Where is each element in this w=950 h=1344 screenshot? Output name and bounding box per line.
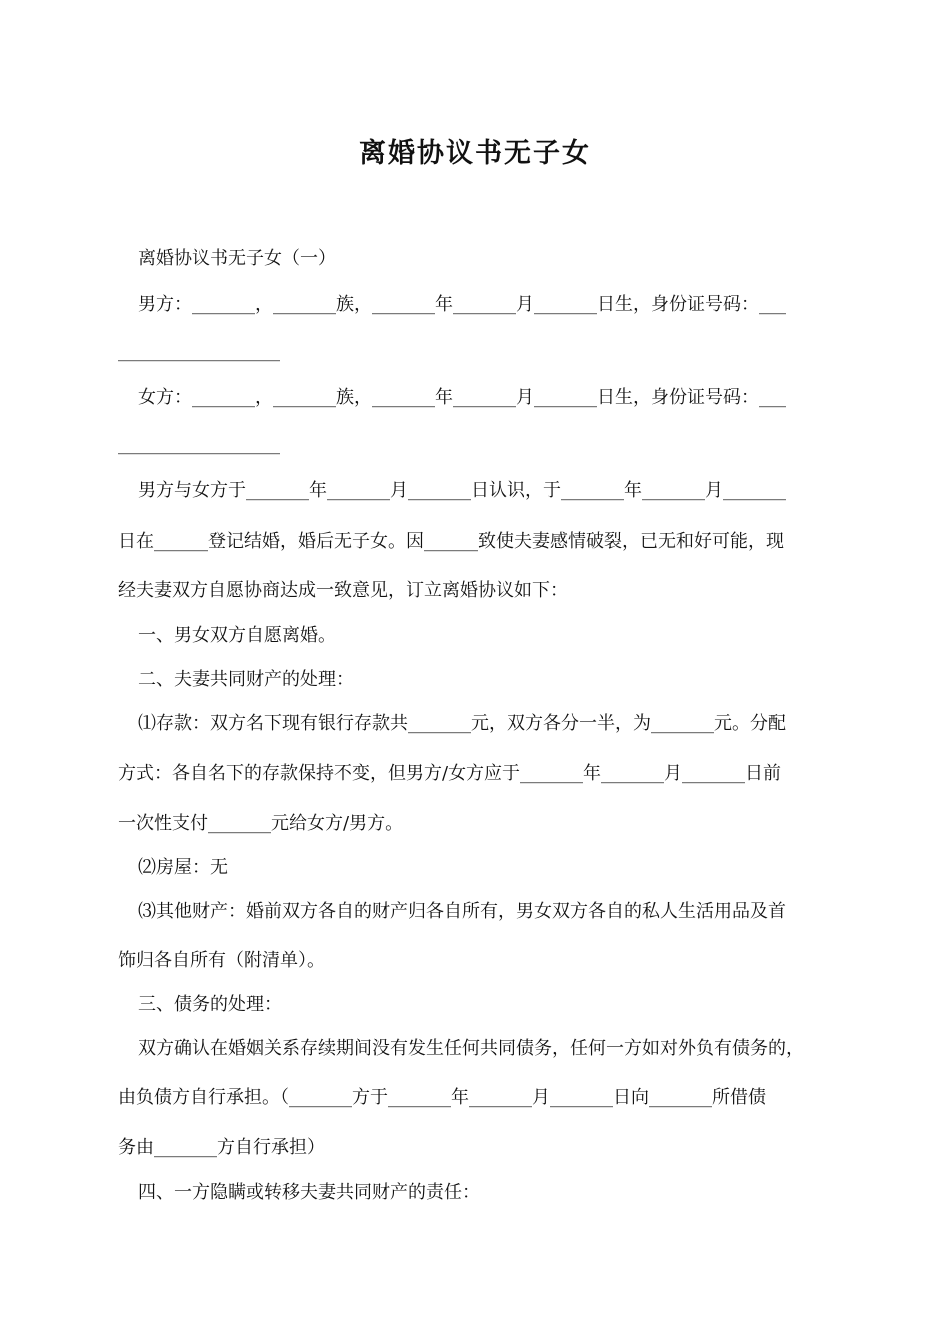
- female-id-continuation: __________________: [118, 434, 280, 455]
- clause-3-heading: 三、债务的处理：: [138, 994, 282, 1015]
- savings-line-3: 一次性支付_______元给女方/男方。: [118, 813, 404, 834]
- marriage-paragraph-line-1: 男方与女方于_______年_______月_______日认识，于_______年_______月_______: [138, 480, 786, 501]
- debt-line-3: 务由_______方自行承担）: [118, 1137, 325, 1158]
- savings-line-2: 方式：各自名下的存款保持不变，但男方/女方应于_______年_______月_______日前: [118, 763, 782, 784]
- male-party-line: 男方：_______，_______族，_______年_______月_______日生，身份证号码：___: [138, 294, 786, 315]
- marriage-paragraph-line-2: 日在______登记结婚，婚后无子女。因______致使夫妻感情破裂，已无和好可能，现: [118, 531, 784, 552]
- debt-line-1: 双方确认在婚姻关系存续期间没有发生任何共同债务，任何一方如对外负有债务的，: [138, 1038, 804, 1059]
- other-property-line-2: 饰归各自所有（附清单）。: [118, 950, 325, 971]
- clause-4-heading: 四、一方隐瞒或转移夫妻共同财产的责任：: [138, 1182, 480, 1203]
- debt-line-2: 由负债方自行承担。（_______方于_______年_______月_______日向_______所借债: [118, 1087, 766, 1108]
- document-title: 离婚协议书无子女: [359, 138, 591, 169]
- female-party-line: 女方：_______，_______族，_______年_______月_______日生，身份证号码：___: [138, 387, 786, 408]
- section-heading: 离婚协议书无子女（一）: [138, 248, 336, 269]
- housing-line: ⑵房屋：无: [138, 857, 228, 878]
- other-property-line-1: ⑶其他财产：婚前双方各自的财产归各自所有，男女双方各自的私人生活用品及首: [138, 901, 786, 922]
- male-id-continuation: __________________: [118, 341, 280, 362]
- clause-1: 一、男女双方自愿离婚。: [138, 625, 336, 646]
- clause-2-heading: 二、夫妻共同财产的处理：: [138, 669, 354, 690]
- marriage-paragraph-line-3: 经夫妻双方自愿协商达成一致意见，订立离婚协议如下：: [118, 580, 568, 601]
- savings-line-1: ⑴存款：双方名下现有银行存款共_______元，双方各分一半，为_______元。分配: [138, 713, 786, 734]
